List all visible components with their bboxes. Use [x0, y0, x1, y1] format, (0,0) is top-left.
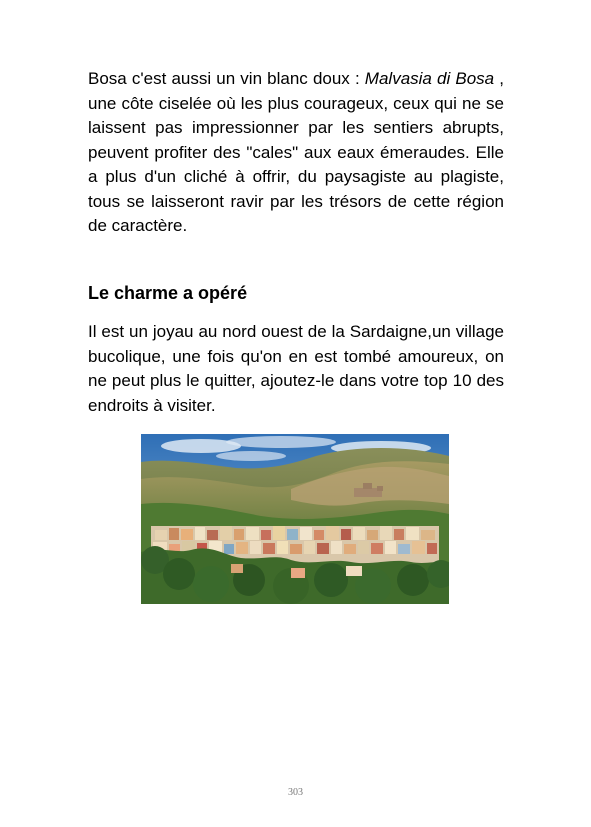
- wine-name: Malvasia di Bosa: [364, 69, 495, 88]
- page-number: 303: [288, 787, 303, 798]
- paragraph-text-start: Bosa c'est aussi un vin blanc doux :: [88, 69, 365, 88]
- paragraph-malvasia: [88, 67, 504, 239]
- section-heading: Le charme a opéré: [88, 283, 248, 303]
- paragraph-sardaigne: Il est un joyau au nord ouest de la Sardaigne,un village bucolique, une fois qu'on en est tombé amoureux, on ne peut plus le quitter, ajoutez-le dans votre top 10 des endroits à visiter.: [88, 322, 504, 415]
- paragraph-text-end: , une côte ciselée où les plus courageux, ceux qui ne se laissent pas impressionner par les sentiers abrupts, peuvent profiter des "cales" aux eaux émeraudes. Elle a plus d'un cliché à offrir, du paysagiste au plagiste, tous se laisseront ravir par les trésors de cette région de caractère.: [88, 69, 504, 235]
- bosa-village-photo: [141, 434, 449, 604]
